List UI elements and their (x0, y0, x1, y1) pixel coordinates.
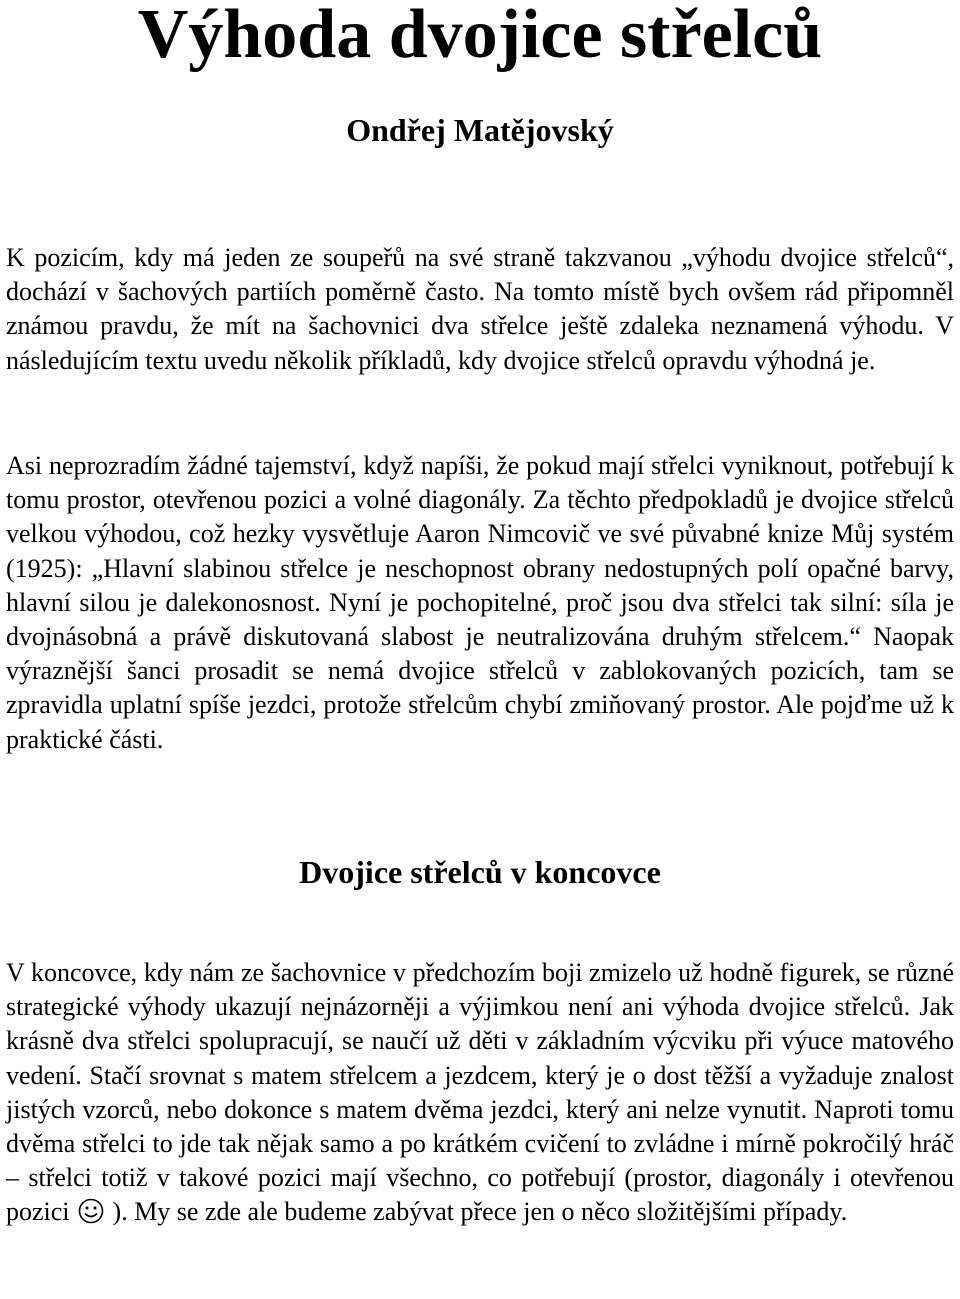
document-title: Výhoda dvojice střelců (137, 0, 823, 73)
paragraph-endgame-text: V koncovce, kdy nám ze šachovnice v předchozím boji zmizelo už hodně figurek, se různé strategické výhody ukazují nejnázorněji a výjimkou není ani výhoda dvojice střelců. Jak krásně dva střelci spolupracují, se naučí už děti v základním výcviku při výuce matového vedení. Stačí srovnat s matem střelcem a jezdcem, který je o dost těžší a vyžaduje znalost jistých vzorců, nebo dokonce s matem dvěma jezdci, který ani nelze vynutit. Naproti tomu dvěma střelci to jde tak nějak samo a po krátkém cvičení to zvládne i mírně pokročilý hráč – střelci totiž v takové pozici mají všechno, co potřebují (prostor, diagonály i otevřenou pozici (6, 958, 954, 1227)
section-heading: Dvojice střelců v koncovce (299, 854, 661, 890)
smiley-face-icon (76, 1198, 106, 1224)
author-name: Ondřej Matějovský (346, 112, 614, 148)
paragraph-endgame-text-end: ). My se zde ale budeme zabývat přece jen o něco složitějšími případy. (106, 1197, 848, 1227)
paragraph-endgame (6, 956, 954, 1230)
paragraph-nimzowitsch: Asi neprozradím žádné tajemství, když napíši, že pokud mají střelci vyniknout, potřebují k tomu prostor, otevřenou pozici a volné diagonály. Za těchto předpokladů je dvojice střelců velkou výhodou, což hezky vysvětluje Aaron Nimcovič ve své půvabné knize Můj systém (1925): „Hlavní slabinou střelce je neschopnost obrany nedostupných polí opačné barvy, hlavní silou je dalekonosnost. Nyní je pochopitelné, proč jsou dva střelci tak silní: síla je dvojnásobná a právě diskutovaná slabost je neutralizována druhým střelcem.“ Naopak výraznější šanci prosadit se nemá dvojice střelců v zablokovaných pozicích, tam se zpravidla uplatní spíše jezdci, protože střelcům chybí zmiňovaný prostor. Ale pojďme už k praktické části. (6, 451, 954, 754)
paragraph-intro: K pozicím, kdy má jeden ze soupeřů na své straně takzvanou „výhodu dvojice střelců“, dochází v šachových partiích poměrně často. Na tomto místě bych ovšem rád připomněl známou pravdu, že mít na šachovnici dva střelce ještě zdaleka neznamená výhodu. V následujícím textu uvedu několik příkladů, kdy dvojice střelců opravdu výhodná je. (6, 243, 954, 375)
